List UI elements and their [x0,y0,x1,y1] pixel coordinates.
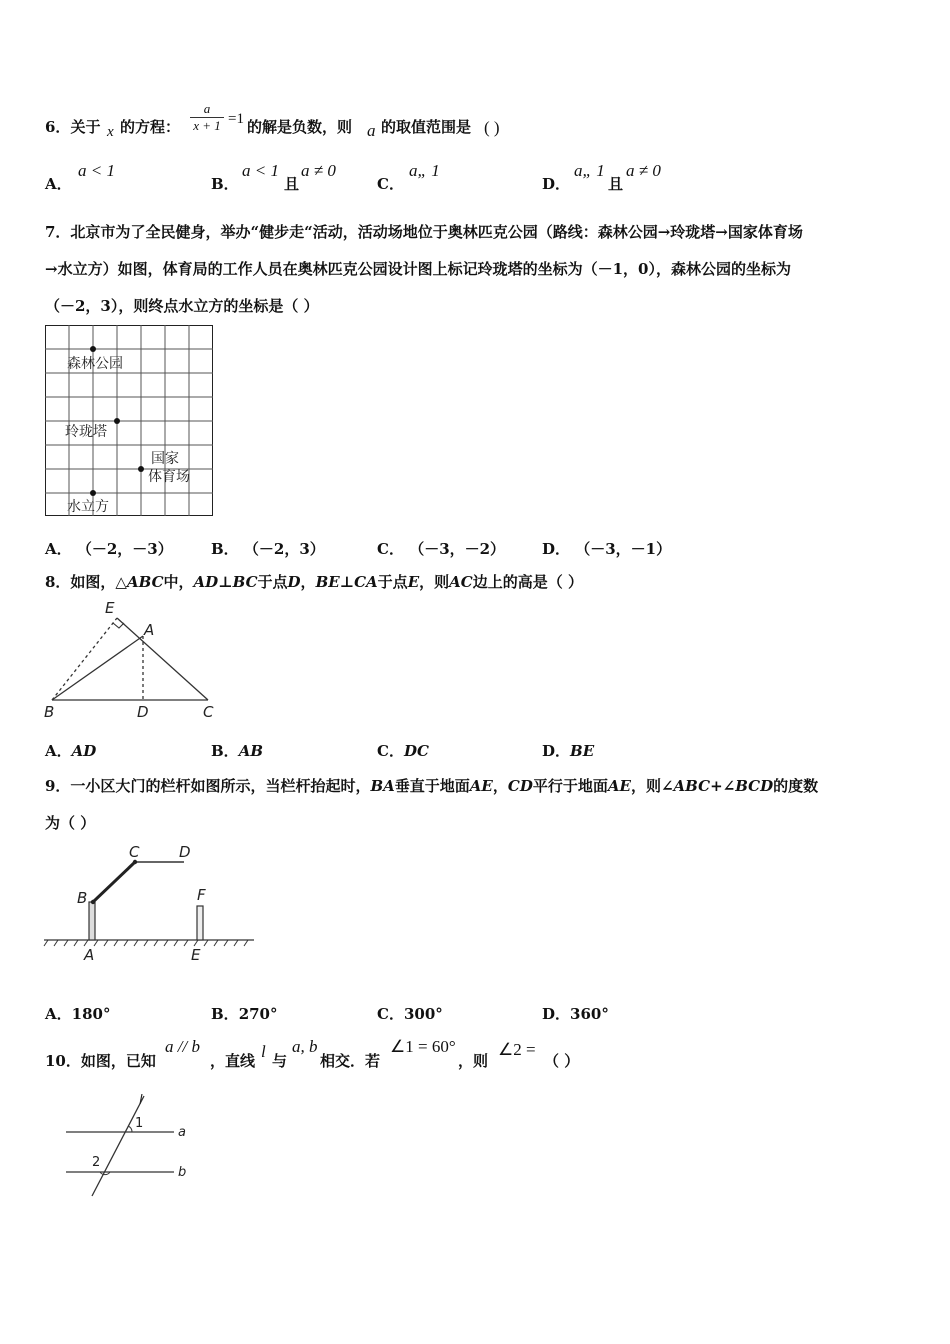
q8-label-e: E [105,599,115,617]
q8-side-ab [52,636,143,700]
q9-label-a: A [84,946,95,964]
q6-option-d-label: D． [542,175,571,193]
q7-line-3: （－2，3），则终点水立方的坐标是（ ） [45,297,319,315]
q9-label-e: E [191,946,201,964]
q9-option-b: B．270° [211,1005,278,1023]
q6-frac-den: x + 1 [193,118,221,133]
q8-stem: 8．如图，△ABC中，AD⊥BC于点D，BE⊥CA于点E，则AC边上的高是（ ） [45,573,583,591]
q6-equals-one: =1 [228,111,244,127]
q10-math-l: l [261,1042,266,1061]
q7-label-water-cube: 水立方 [67,499,109,515]
q10-label-angle-2: 2 [92,1155,101,1170]
q9-ground-hatching [44,940,248,946]
q8-option-d: D．BE [542,742,595,760]
q10-stem-5: ，则 [458,1052,489,1070]
q9-point-b [91,900,95,904]
q6-option-a-label: A． [45,175,72,193]
q6-frac-num: a [203,101,211,116]
q8-option-b: B．AB [211,742,264,760]
q9-label-b: B [77,889,88,907]
q7-line-1: 7．北京市为了全民健身，举办“健步走“活动，活动场地位于奥林匹克公园（路线：森林公园→玲珑塔→国家体育场 [45,223,803,241]
q9-option-d: D．360° [542,1005,609,1023]
q6-stem-1: 6．关于 [45,118,101,136]
q9-gate-figure [42,842,258,968]
q8-option-a: A．AD [45,742,97,760]
q7-label-linglong-tower: 玲珑塔 [65,424,107,440]
q6-option-b-and: 且 [284,175,300,193]
q8-label-d: D [137,703,149,721]
q10-math-a-parallel-b: a // b [165,1037,200,1056]
q10-label-angle-1: 1 [135,1116,144,1131]
q6-option-c-label: C． [377,175,404,193]
q7-point-linglong-tower [114,418,120,424]
q6-fraction [188,101,226,134]
q9-post-ab [89,902,95,940]
q9-stem-line-2: 为（ ） [45,814,96,832]
q7-option-a: A． （－2，－3） [45,540,173,558]
q10-math-ab: a, b [292,1037,318,1056]
q8-label-c: C [203,703,214,721]
q9-label-f: F [197,886,206,904]
q8-line-ec [117,618,208,700]
q10-stem-1: 10．如图，已知 [45,1052,156,1070]
q7-point-national-stadium [138,466,144,472]
q10-label-l: l [139,1093,143,1108]
q10-stem-4: 相交．若 [320,1052,381,1070]
q10-stem-3: 与 [272,1052,288,1070]
q7-option-c: C． （－3，－2） [377,540,506,558]
q6-var-x: x [107,124,114,140]
q6-stem-4: 的取值范围是 [381,118,472,136]
q8-option-c: C．DC [377,742,429,760]
q9-label-c: C [129,843,140,861]
q7-point-water-cube [90,490,96,496]
q7-point-forest-park [90,346,96,352]
q8-label-b: B [44,703,55,721]
q9-label-d: D [179,843,191,861]
q6-var-a: a [367,121,376,140]
q8-right-angle-mark [113,623,124,628]
q7-option-d: D． （－3，－1） [542,540,672,558]
q10-parallel-lines-figure [62,1090,194,1200]
q10-math-angle1: ∠1 = 60° [390,1037,456,1056]
q6-stem-3: 的解是负数，则 [247,118,353,136]
q9-option-a: A．180° [45,1005,111,1023]
q6-option-b-label: B． [211,175,239,193]
q7-label-forest-park: 森林公园 [67,356,123,372]
q10-stem-2: ，直线 [210,1052,256,1070]
q8-label-a: A [144,621,155,639]
q7-label-stadium: 体育场 [148,469,190,485]
q6-option-d-and: 且 [608,175,624,193]
q6-option-d-math1: a„ 1 [574,161,605,180]
q9-option-c: C．300° [377,1005,443,1023]
q6-option-b-math1: a < 1 [242,161,279,180]
q10-label-a: a [178,1125,186,1140]
q9-bar-bc [93,862,135,902]
q10-stem-6: （ ） [544,1052,580,1070]
q9-stem-line-1: 9．一小区大门的栏杆如图所示，当栏杆抬起时，BA垂直于地面AE，CD平行于地面AE，则∠ABC+∠BCD的度数 [45,777,819,795]
q6-option-d-math2: a ≠ 0 [626,161,661,180]
q10-line-l [92,1096,144,1196]
q8-triangle-figure [40,598,230,724]
q6-option-c-math: a„ 1 [409,161,440,180]
q6-option-b-math2: a ≠ 0 [301,161,336,180]
q7-label-national: 国家 [151,451,179,467]
q9-post-ef [197,906,203,940]
q6-paren: ( ) [484,118,500,137]
q7-line-2: →水立方）如图，体育局的工作人员在奥林匹克公园设计图上标记玲珑塔的坐标为（－1，0），森林公园的坐标为 [45,260,791,278]
q7-grid-map [45,325,215,519]
q10-math-angle2: ∠2 = [498,1040,536,1059]
q10-label-b: b [178,1165,187,1180]
q6-stem-2: 的方程： [120,118,181,136]
q7-option-b: B． （－2，3） [211,540,325,558]
q8-altitude-be [52,618,117,700]
q6-option-a-math: a < 1 [78,161,115,180]
